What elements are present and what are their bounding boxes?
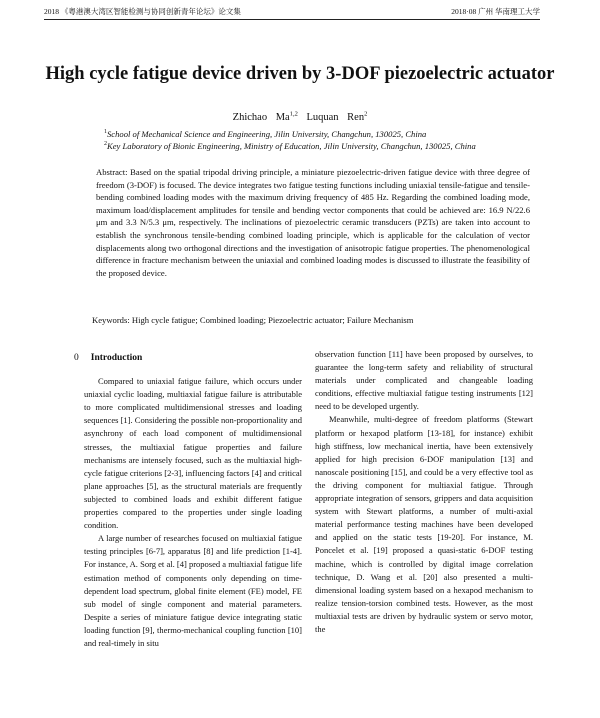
author: Luquan Ren$^2$: [306, 110, 368, 123]
author: Zhichao Ma$^{1,2}$: [232, 110, 298, 123]
paper-title: High cycle fatigue device driven by 3-DOF piezoelectric actuator: [45, 64, 555, 84]
author-list: [0, 110, 600, 123]
right-column: [315, 348, 533, 636]
affiliation: $^2$Key Laboratory of Bionic Engineering, Ministry of Education, Jilin University, Changchun, 130025, China: [104, 141, 476, 152]
section-heading: 0 Introduction: [74, 353, 143, 363]
left-column: [74, 352, 302, 650]
abstract: Abstract: Based on the spatial tripodal driving principle, a miniature piezoelectric-driven fatigue device with three degree of freedom (3-DOF) is focused. The device integrates two fatigue testing functions including uniaxial tensile-fatigue and tensile-bending combined loading modes with the maximum driving frequency of 485 Hz. Regarding the combined loading mode, maximum load/displacement amplitudes for tensile and bending vector components that could be achieved are: 16.9 N/22.6 μm and 3.3 N/5.3 μm, respectively. The inclinations of piezoelectric ceramic transducers (PZTs) are taken into account to establish the synchronous tensile-bending combined loading principle, which is applicable for the calculation of vector displacements along two orthogonal directions and the investigation of anisotropic fatigue properties. The phenomenological difference in fracture mechanism between the uniaxial and combined loading modes is discussed to illustrate the feasibility of the proposed device.: [96, 167, 530, 278]
paragraph: Compared to uniaxial fatigue failure, which occurs under uniaxial cyclic loading, multiaxial fatigue failure is attributable to more complicated multidimensional stresses and loading sequences [1]. Considering the possible non-proportionality and asynchrony of each load component of multidimensional stresses, the multiaxial fatigue properties and failure mechanisms are intensely focused, such as the multiaxial high-cycle fatigue criterions [2-3], influencing factors [4] and critical plane approaches [5], as the structural materials are frequently subjected to combined loads and exhibit different fatigue properties compared to the properties under single loading condition.: [84, 376, 302, 531]
header-right: 2018·08 广州 华南理工大学: [451, 7, 540, 16]
keywords: Keywords: High cycle fatigue; Combined loading; Piezoelectric actuator; Failure Mechanism: [92, 315, 414, 325]
paragraph: observation function [11] have been proposed by ourselves, to guarantee the long-term safety and reliability of structural materials under complicated and changeable loading conditions, effective multiaxial fatigue testing instruments [12] need to be developed urgently.: [315, 349, 533, 412]
affiliation: $^1$School of Mechanical Science and Engineering, Jilin University, Changchun, 130025, China: [104, 128, 427, 139]
affiliations: [104, 127, 520, 152]
paragraph: A large number of researches focused on multiaxial fatigue testing principles [6-7], apparatus [8] and life prediction [1-4]. For instance, A. Sorg et al. [4] proposed a multiaxial fatigue life estimation method of components only depending on time-dependent load spectrum, global finite element (FE) model, FE sub model of single component and material parameters. Despite a series of miniature fatigue device integrating static loading function [9], thermo-mechanical coupling function [10] and real-timely in situ: [84, 533, 302, 648]
paragraph: Meanwhile, multi-degree of freedom platforms (Stewart platform or hexapod platform [13-18], for instance) exhibit high stiffness, low mechanical inertia, have been extensively applied for high precision 6-DOF manipulation [13] and nanoscale positioning [15], and could be a very effective tool as the driving component for multiaxial fatigue. Through appropriate integration of sensors, grippers and data acquisition system with Stewart platforms, a number of multi-axial material performance testing machines have been developed and applied on the static tests [19-20]. For instance, M. Poncelet et al. [19] proposed a quasi-static 6-DOF testing machine, which is controlled by digital image correlation technique, D. Wang et al. [20] also presented a multi-dimensional loading system based on a hexapod mechanism to realize tension-torsion combined tests. However, as the most multiaxial tests are driven by hydraulic system or servo motor, the: [315, 414, 533, 634]
running-header: [44, 6, 540, 20]
header-left: 2018 《粤港澳大湾区智能检测与协同创新青年论坛》论文集: [44, 7, 241, 16]
